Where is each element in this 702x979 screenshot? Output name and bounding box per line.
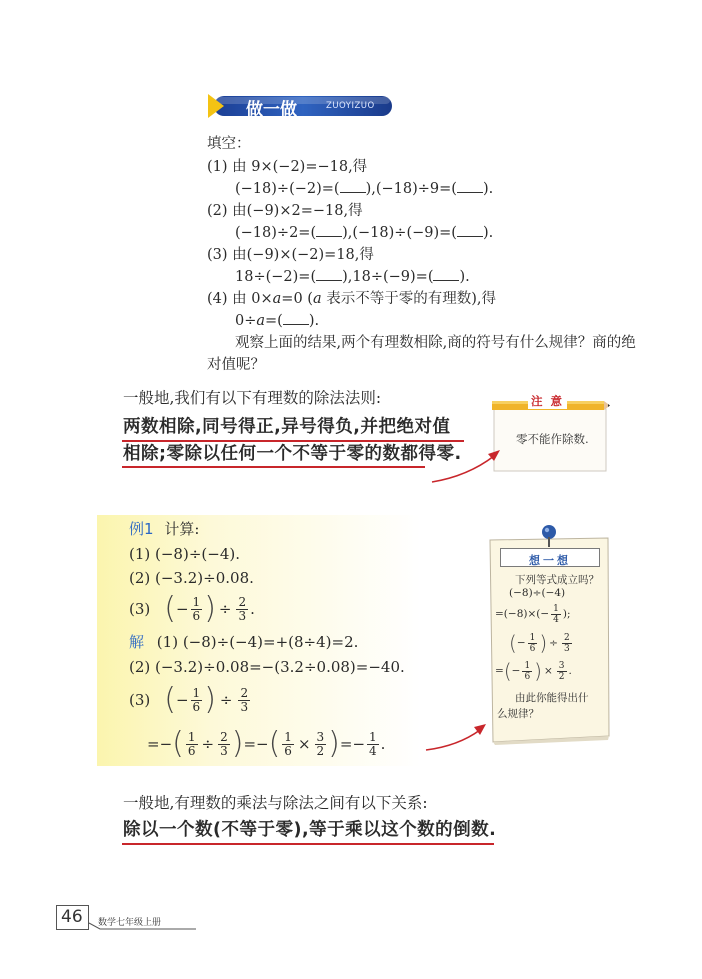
exercise-q1-given: (1) 由 9×(−2)=−18,得 (207, 159, 368, 175)
answer-blank[interactable] (283, 311, 309, 325)
page-number: 46 (61, 907, 83, 927)
rule2-intro: 一般地,有理数的乘法与除法之间有以下关系: (123, 794, 428, 812)
q1-text-2: ),(−18)÷9=( (365, 181, 457, 197)
paren-left: ( (509, 631, 517, 655)
rule1-line1: 两数相除,同号得正,异号得负,并把绝对值 (123, 417, 451, 437)
divide-sign: ÷ (218, 600, 232, 618)
q3-text-3: ). (459, 269, 470, 285)
solution-line-4 (147, 724, 385, 764)
rule2-line: 除以一个数(不等于零),等于乘以这个数的倒数. (123, 820, 497, 840)
example-label: 例1 (129, 520, 154, 538)
think-line-1: 下列等式成立吗？ (515, 574, 599, 586)
paren-right: ) (328, 726, 340, 761)
think-line-2: (−8)÷(−4) (509, 587, 566, 599)
q4-fill-text-3: ). (308, 313, 320, 329)
paren-right: ) (539, 631, 548, 655)
answer-blank[interactable] (316, 267, 342, 281)
answer-blank[interactable] (457, 179, 483, 193)
rule2-underline (122, 843, 494, 845)
example-problem-3 (129, 592, 255, 626)
think-line-3-text: =(−8)×(− (495, 608, 550, 620)
period: . (380, 735, 386, 753)
q1-text-1: (−18)÷(−2)=( (235, 181, 340, 197)
q4-variable: a (256, 313, 266, 329)
example-problem-1: (1) (−8)÷(−4). (129, 545, 240, 563)
exercise-prompt: 填空： (207, 136, 251, 152)
book-title: 数学七年级上册 (98, 918, 162, 928)
exercise-q3-given: (3) 由(−9)×(−2)=18,得 (207, 247, 374, 263)
paren-left: ( (503, 659, 512, 683)
answer-blank[interactable] (433, 267, 459, 281)
note-text: 零不能作除数. (516, 432, 589, 446)
activity-title: 做一做 (246, 100, 297, 120)
answer-blank[interactable] (457, 223, 483, 237)
paren-left: ( (172, 726, 184, 761)
fraction-2-3: $\frac{2}{3}$ (238, 594, 247, 623)
pushpin-icon (539, 524, 559, 550)
fraction-2-3: $\frac{2}{3}$ (240, 685, 249, 714)
paren-right: ) (204, 682, 216, 717)
exercise-q3-fill (235, 267, 470, 287)
fraction-3-2: $\frac{3}{2}$ (316, 729, 325, 758)
divide-sign: ÷ (549, 637, 558, 649)
fraction-1-4: $\frac{1}{4}$ (369, 729, 377, 758)
paren-left: ( (164, 682, 176, 717)
fraction-2-3: $\frac{2}{3}$ (220, 729, 228, 758)
example-prompt: 计算: (164, 520, 200, 538)
note-title: 注 意 (528, 393, 567, 409)
q4-variable: a (272, 291, 282, 307)
equals-sign: = (495, 665, 504, 677)
think-line-7: 么规律？ (497, 708, 539, 720)
times-sign: × (297, 735, 311, 753)
exercise-observe-line1: 观察上面的结果,两个有理数相除,商的符号有什么规律？商的绝 (235, 335, 636, 351)
fraction-1-6: $\frac{1}{6}$ (284, 729, 292, 758)
think-title: 想一想 (529, 554, 571, 567)
solution-line-1 (129, 632, 358, 652)
rule1-underline (122, 466, 425, 468)
paren-right: ) (534, 659, 542, 683)
activity-banner (208, 94, 394, 118)
think-line-5 (495, 658, 572, 684)
footer (56, 905, 256, 931)
think-line-4 (509, 630, 574, 656)
exercise-q4-fill (235, 311, 319, 331)
q4-fill-text-1: 0÷ (235, 313, 257, 329)
paren-right: ) (204, 591, 216, 626)
q4-fill-text-2: =( (265, 313, 283, 329)
equals-sign: =− (339, 735, 366, 753)
rule1-intro: 一般地,我们有以下有理数的除法法则: (123, 389, 382, 407)
fraction-1-6: $\frac{1}{6}$ (192, 594, 201, 623)
exercise-q4-given (207, 289, 496, 309)
q4-text-2: =0 ( (281, 291, 313, 307)
think-title-box (500, 548, 600, 567)
note-box (492, 395, 610, 473)
curved-arrow-icon (422, 720, 492, 754)
exercise-observe-line2: 对值呢？ (207, 357, 265, 373)
minus-sign: − (511, 665, 521, 677)
exercise-q2-given: (2) 由(−9)×2=−18,得 (207, 203, 363, 219)
q2-text-2: ),(−18)÷(−9)=( (342, 225, 457, 241)
q3-text-2: ),18÷(−9)=( (342, 269, 434, 285)
fraction-1-6: $\frac{1}{6}$ (187, 729, 196, 758)
rule1-line2: 相除;零除以任何一个不等于零的数都得零. (123, 444, 462, 464)
q2-text-1: (−18)÷2=( (235, 225, 317, 241)
minus-sign: − (175, 600, 189, 618)
think-line-3-end: ); (562, 608, 571, 620)
exercise-q2-fill (235, 223, 493, 243)
fraction-2-3: $\frac{2}{3}$ (563, 632, 570, 654)
q3-text-1: 18÷(−2)=( (235, 269, 317, 285)
fraction-1-6: $\frac{1}{6}$ (192, 685, 201, 714)
curved-arrow-icon (428, 446, 508, 486)
period: . (568, 665, 572, 677)
answer-blank[interactable] (340, 179, 366, 193)
solution-3-label: (3) (129, 691, 151, 709)
minus-sign: − (516, 637, 526, 649)
q2-text-3: ). (482, 225, 494, 241)
solution-line-3 (129, 680, 252, 720)
fraction-1-4: $\frac{1}{4}$ (553, 603, 559, 625)
example-problem-2: (2) (−3.2)÷0.08. (129, 569, 254, 587)
fraction-1-6: $\frac{1}{6}$ (524, 660, 531, 682)
exercise-q1-fill (235, 179, 493, 199)
equals-sign: =− (243, 735, 269, 753)
equals-sign: =− (147, 735, 173, 753)
q4-text-1: (4) 由 0× (207, 291, 273, 307)
solution-1-text: (1) (−8)÷(−4)=+(8÷4)=2. (156, 633, 359, 651)
solution-line-2: (2) (−3.2)÷0.08=−(3.2÷0.08)=−40. (129, 658, 405, 676)
fraction-3-2: $\frac{3}{2}$ (558, 660, 565, 682)
paren-left: ( (164, 591, 176, 626)
think-line-6: 由此你能得出什 (515, 692, 589, 704)
divide-sign: ÷ (219, 691, 233, 709)
answer-blank[interactable] (316, 223, 342, 237)
q4-variable: a (312, 291, 322, 307)
q4-text-3: 表示不等于零的有理数),得 (321, 291, 496, 307)
think-card (487, 530, 611, 746)
minus-sign: − (175, 691, 189, 709)
example-header (129, 519, 199, 539)
divide-sign: ÷ (201, 735, 215, 753)
activity-pinyin: ZUOYIZUO (326, 101, 375, 111)
rule1-underline (122, 440, 464, 442)
times-sign: × (543, 665, 553, 677)
problem-3-label: (3) (129, 600, 151, 618)
think-line-3 (495, 602, 571, 626)
paren-right: ) (231, 726, 244, 761)
paren-left: ( (268, 726, 281, 761)
fraction-1-6: $\frac{1}{6}$ (529, 632, 536, 654)
q1-text-3: ). (482, 181, 494, 197)
solution-label: 解 (129, 633, 145, 651)
period: . (250, 600, 255, 618)
